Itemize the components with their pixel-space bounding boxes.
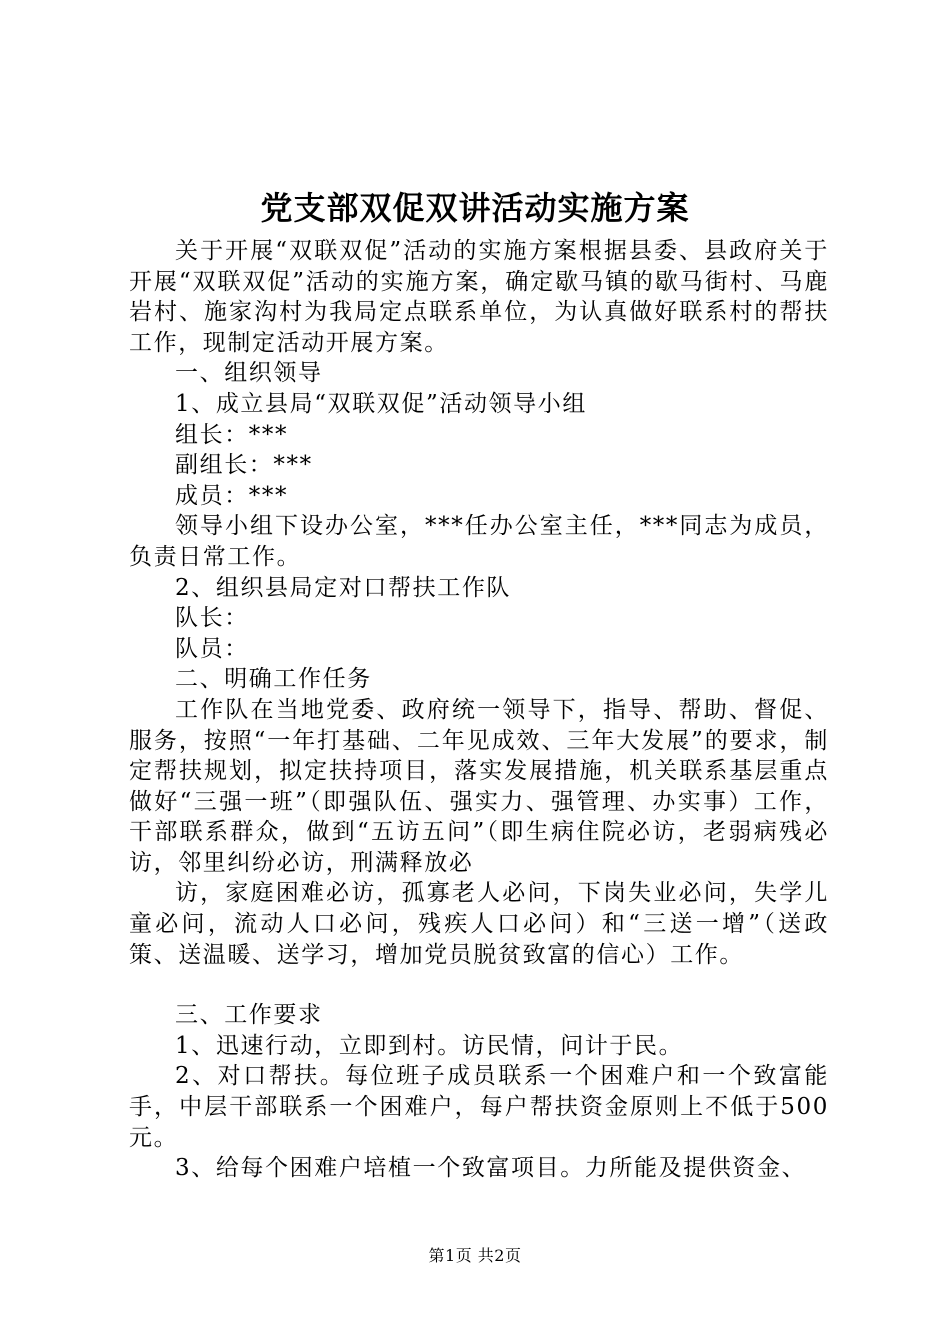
section-heading-requirements: 三、工作要求 (175, 1002, 323, 1029)
body-paragraph: 访，家庭困难必访，孤寡老人必问，下岗失业必问，失学儿童必问，流动人口必问，残疾人口必问）和“三送一增”（送政策、送温暖、送学习，增加党员脱贫致富的信心）工作。 (129, 880, 829, 968)
section-heading-tasks: 二、明确工作任务 (175, 666, 372, 693)
list-item: 副组长：*** (175, 452, 313, 479)
body-paragraph: 领导小组下设办公室，***任办公室主任，***同志为成员，负责日常工作。 (129, 513, 829, 570)
page-number: 第1页 共2页 (428, 1246, 522, 1265)
list-item: 成员：*** (175, 482, 289, 509)
list-item: 2、组织县局定对口帮扶工作队 (175, 574, 512, 601)
section-heading-organization: 一、组织领导 (175, 360, 323, 387)
list-item: 队员： (175, 635, 249, 662)
list-item: 3、给每个困难户培植一个致富项目。力所能及提供资金、 (175, 1155, 807, 1182)
body-paragraph: 工作队在当地党委、政府统一领导下，指导、帮助、督促、服务，按照“一年打基础、二年见成效、三年大发展”的要求，制定帮扶规划，拟定扶持项目，落实发展措施，机关联系基层重点做好“三强一班”（即强队伍、强实力、强管理、办实事）工作，干部联系群众，做到“五访五问”（即生病住院必访，老弱病残必访，邻里纠纷必访，刑满释放必 (129, 696, 829, 876)
list-item: 组长：*** (175, 421, 289, 448)
intro-paragraph: 关于开展“双联双促”活动的实施方案根据县委、县政府关于开展“双联双促”活动的实施方案，确定歇马镇的歇马街村、马鹿岩村、施家沟村为我局定点联系单位，为认真做好联系村的帮扶工作，现制定活动开展方案。 (129, 238, 829, 356)
document-title: 党支部双促双讲活动实施方案 (260, 189, 690, 227)
document-body (129, 236, 829, 1184)
list-item: 队长： (175, 605, 249, 632)
list-item: 1、迅速行动，立即到村。访民情，问计于民。 (175, 1032, 684, 1059)
list-item: 2、对口帮扶。每位班子成员联系一个困难户和一个致富能手，中层干部联系一个困难户，每户帮扶资金原则上不低于500元。 (129, 1063, 829, 1151)
list-item: 1、成立县局“双联双促”活动领导小组 (175, 390, 587, 417)
